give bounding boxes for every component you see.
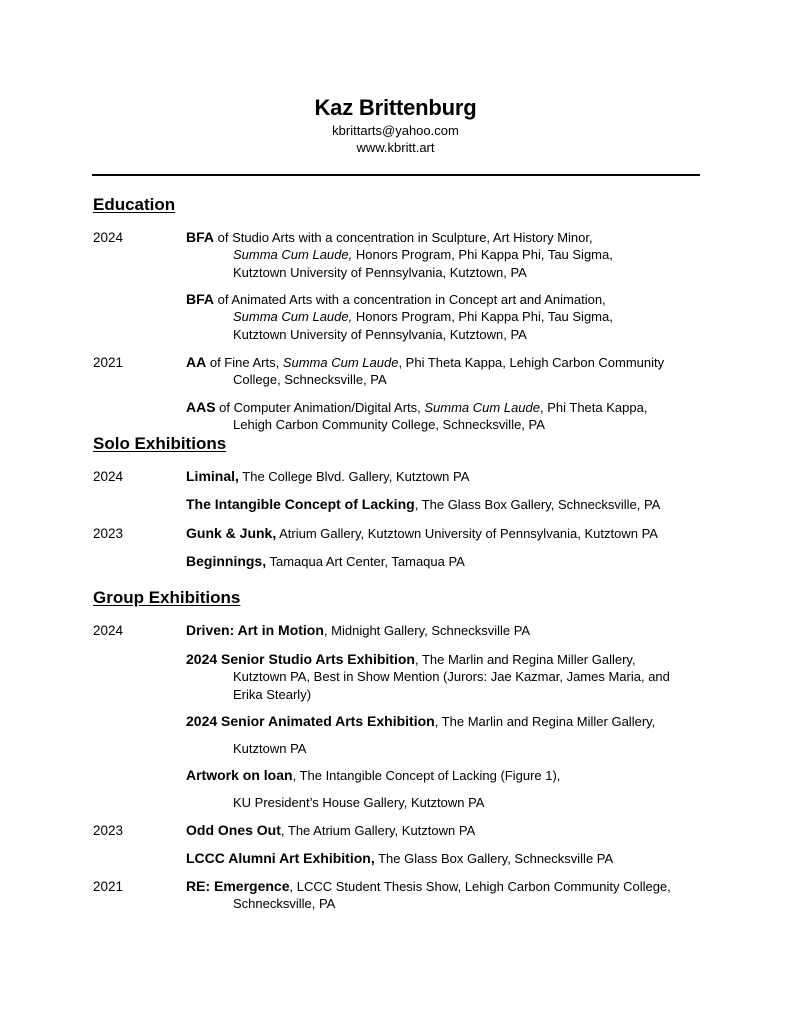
section-title-group-exhibitions: Group Exhibitions [93, 588, 241, 607]
degree-detail: of Animated Arts with a concentration in Concept art and Animation, [214, 292, 606, 307]
honor: Summa Cum Laude, [233, 247, 353, 263]
exhibition-detail: , The Marlin and Regina Miller Gallery, [434, 714, 656, 729]
section-title-solo-exhibitions: Solo Exhibitions [93, 434, 227, 453]
exhibition-title: LCCC Alumni Art Exhibition, [186, 850, 375, 866]
exhibition-detail-continued: Kutztown PA [233, 741, 307, 757]
exhibition-detail: , The Intangible Concept of Lacking (Figure 1), [292, 768, 561, 783]
exhibition-title: 2024 Senior Studio Arts Exhibition [186, 651, 415, 667]
exhibition-title: The Intangible Concept of Lacking [186, 496, 415, 512]
exhibition-title: Gunk & Junk, [186, 525, 277, 541]
exhibition-detail: Atrium Gallery, Kutztown University of Pennsylvania, Kutztown PA [276, 526, 658, 541]
degree: BFA [186, 229, 214, 245]
exhibition-title: Artwork on loan [186, 767, 293, 783]
exhibition-detail: The Glass Box Gallery, Schnecksville PA [374, 851, 614, 866]
entry-year: 2024 [93, 469, 124, 484]
exhibition-detail-continued: Schnecksville, PA [233, 896, 336, 912]
degree-detail: of Studio Arts with a concentration in Sculpture, Art History Minor, [214, 230, 593, 245]
institution: Kutztown University of Pennsylvania, Kutztown, PA [233, 326, 527, 342]
exhibition-detail: , The Marlin and Regina Miller Gallery, [414, 652, 636, 667]
honor-detail: , Phi Theta Kappa, Lehigh Carbon Community [398, 355, 665, 370]
institution: College, Schnecksville, PA [233, 372, 387, 388]
header-divider [92, 174, 700, 176]
institution: Kutztown University of Pennsylvania, Kutztown, PA [233, 264, 527, 280]
section-title-education: Education [93, 195, 176, 214]
honor: Summa Cum Laude [282, 355, 399, 370]
exhibition-title: 2024 Senior Animated Arts Exhibition [186, 713, 435, 729]
email-address: kbrittarts@yahoo.com [332, 123, 459, 138]
honor-detail: Honors Program, Phi Kappa Phi, Tau Sigma, [352, 309, 613, 325]
exhibition-detail: , The Atrium Gallery, Kutztown PA [280, 823, 476, 838]
exhibition-detail: , Midnight Gallery, Schnecksville PA [323, 623, 531, 638]
entry-year: 2024 [93, 230, 124, 245]
entry-year: 2023 [93, 823, 124, 838]
degree-detail: of Computer Animation/Digital Arts, [215, 400, 425, 415]
exhibition-detail: , LCCC Student Thesis Show, Lehigh Carbon Community College, [289, 879, 671, 894]
entry-year: 2021 [93, 879, 124, 894]
exhibition-title: RE: Emergence [186, 878, 290, 894]
degree-detail: of Fine Arts, [206, 355, 283, 370]
exhibition-detail: Tamaqua Art Center, Tamaqua PA [266, 554, 465, 569]
honor-detail: , Phi Theta Kappa, [540, 400, 648, 415]
exhibition-title: Odd Ones Out [186, 822, 281, 838]
entry-year: 2024 [93, 623, 124, 638]
honor-detail: Honors Program, Phi Kappa Phi, Tau Sigma, [352, 247, 613, 263]
exhibition-detail-continued: Kutztown PA, Best in Show Mention (Jurors: Jae Kazmar, James Maria, and [233, 669, 670, 685]
honor: Summa Cum Laude, [233, 309, 353, 325]
exhibition-detail: , The Glass Box Gallery, Schnecksville, PA [414, 497, 661, 512]
website-url: www.kbritt.art [356, 140, 435, 155]
entry-year: 2021 [93, 355, 124, 370]
exhibition-detail: The College Blvd. Gallery, Kutztown PA [238, 469, 470, 484]
entry-year: 2023 [93, 526, 124, 541]
exhibition-detail-continued: Erika Stearly) [233, 686, 312, 702]
resume-header [0, 94, 791, 156]
degree: AA [186, 354, 207, 370]
exhibition-title: Liminal, [186, 468, 239, 484]
exhibition-title: Beginnings, [186, 553, 267, 569]
exhibition-title: Driven: Art in Motion [186, 622, 324, 638]
applicant-name: Kaz Brittenburg [314, 95, 477, 120]
degree: AAS [186, 399, 216, 415]
degree: BFA [186, 291, 214, 307]
honor: Summa Cum Laude [424, 400, 540, 415]
institution: Lehigh Carbon Community College, Schnecksville, PA [233, 417, 545, 433]
exhibition-detail-continued: KU President’s House Gallery, Kutztown PA [233, 795, 485, 811]
